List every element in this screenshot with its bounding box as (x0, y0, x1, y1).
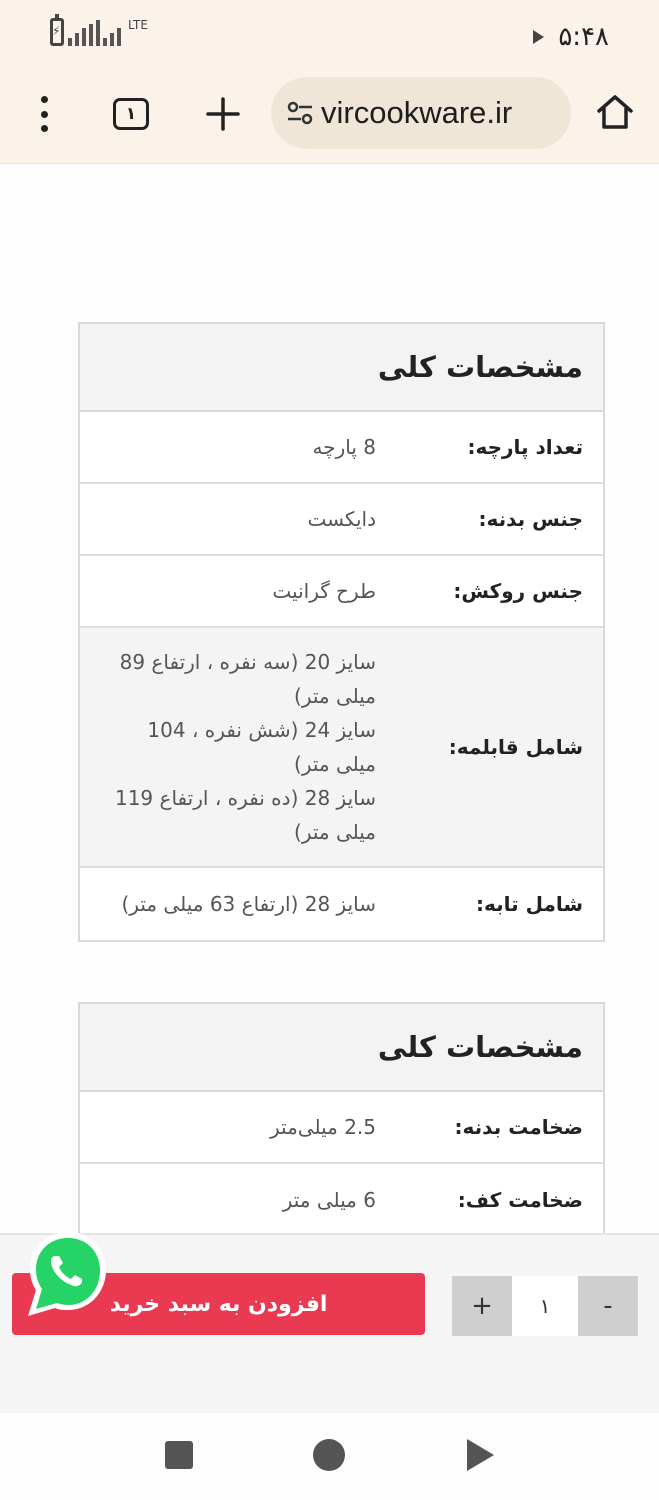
signal-strength-icon (68, 20, 121, 46)
quantity-stepper (452, 1276, 638, 1336)
spec-key: ضخامت بدنه: (454, 1115, 583, 1139)
whatsapp-icon[interactable] (22, 1226, 114, 1322)
nav-recents-icon[interactable] (165, 1441, 193, 1469)
spec-key: شامل تابه: (475, 892, 583, 916)
tab-count: ۱ (125, 104, 137, 124)
home-icon[interactable] (595, 92, 635, 132)
spec-value: دایکست (307, 507, 376, 531)
add-to-cart-button[interactable]: افزودن به سبد خرید (12, 1273, 425, 1335)
spec-table-title: مشخصات کلی (80, 324, 603, 412)
spec-key: جنس بدنه: (478, 507, 583, 531)
spec-row (80, 1164, 603, 1236)
spec-table-thickness (78, 1002, 605, 1238)
site-settings-icon[interactable] (285, 98, 315, 128)
spec-value-line: سایز 24 (شش نفره ، 104 (147, 718, 376, 742)
spec-row (80, 868, 603, 940)
battery-charging-icon (50, 18, 64, 46)
new-tab-plus-icon[interactable] (205, 96, 241, 132)
media-playing-icon (533, 30, 544, 44)
spec-row (80, 412, 603, 484)
spec-row (80, 484, 603, 556)
spec-key: تعداد پارچه: (467, 435, 583, 459)
spec-value: سایز 28 (ارتفاع 63 میلی متر) (121, 892, 376, 916)
address-bar[interactable] (271, 77, 571, 149)
browser-top-bar (0, 0, 659, 164)
spec-value-line: سایز 28 (ده نفره ، ارتفاع 119 (114, 786, 376, 810)
quantity-input[interactable]: ۱ (512, 1276, 578, 1336)
spec-table-general (78, 322, 605, 942)
spec-row (80, 556, 603, 628)
spec-value: 8 پارچه (312, 435, 376, 459)
url-text: vircookware.ir (321, 95, 513, 130)
quantity-minus-button[interactable]: - (578, 1276, 638, 1336)
status-indicators (50, 18, 148, 46)
spec-value: 6 میلی متر (282, 1188, 376, 1212)
nav-home-icon[interactable] (313, 1439, 345, 1471)
spec-value-line: میلی متر) (294, 684, 376, 708)
spec-value-line: میلی متر) (294, 820, 376, 844)
status-clock: ۵:۴۸ (558, 22, 609, 52)
spec-key: شامل قابلمه: (448, 735, 583, 759)
spec-value-line: سایز 20 (سه نفره ، ارتفاع 89 (119, 650, 376, 674)
spec-row (80, 1092, 603, 1164)
status-right (533, 22, 609, 52)
browser-menu-icon[interactable] (36, 96, 52, 132)
spec-table-title: مشخصات کلی (80, 1004, 603, 1092)
spec-key: جنس روکش: (453, 579, 583, 603)
nav-back-icon[interactable] (467, 1439, 494, 1471)
spec-value-line: میلی متر) (294, 752, 376, 776)
quantity-plus-button[interactable]: + (452, 1276, 512, 1336)
network-type: LTE (128, 18, 148, 32)
spec-row (80, 628, 603, 868)
tabs-switcher-button[interactable] (113, 98, 149, 130)
spec-value: 2.5 میلی‌متر (270, 1115, 376, 1139)
spec-value: طرح گرانیت (272, 579, 376, 603)
system-nav-bar (0, 1413, 659, 1500)
spec-key: ضخامت کف: (457, 1188, 583, 1212)
spec-value-multiline (80, 645, 376, 849)
